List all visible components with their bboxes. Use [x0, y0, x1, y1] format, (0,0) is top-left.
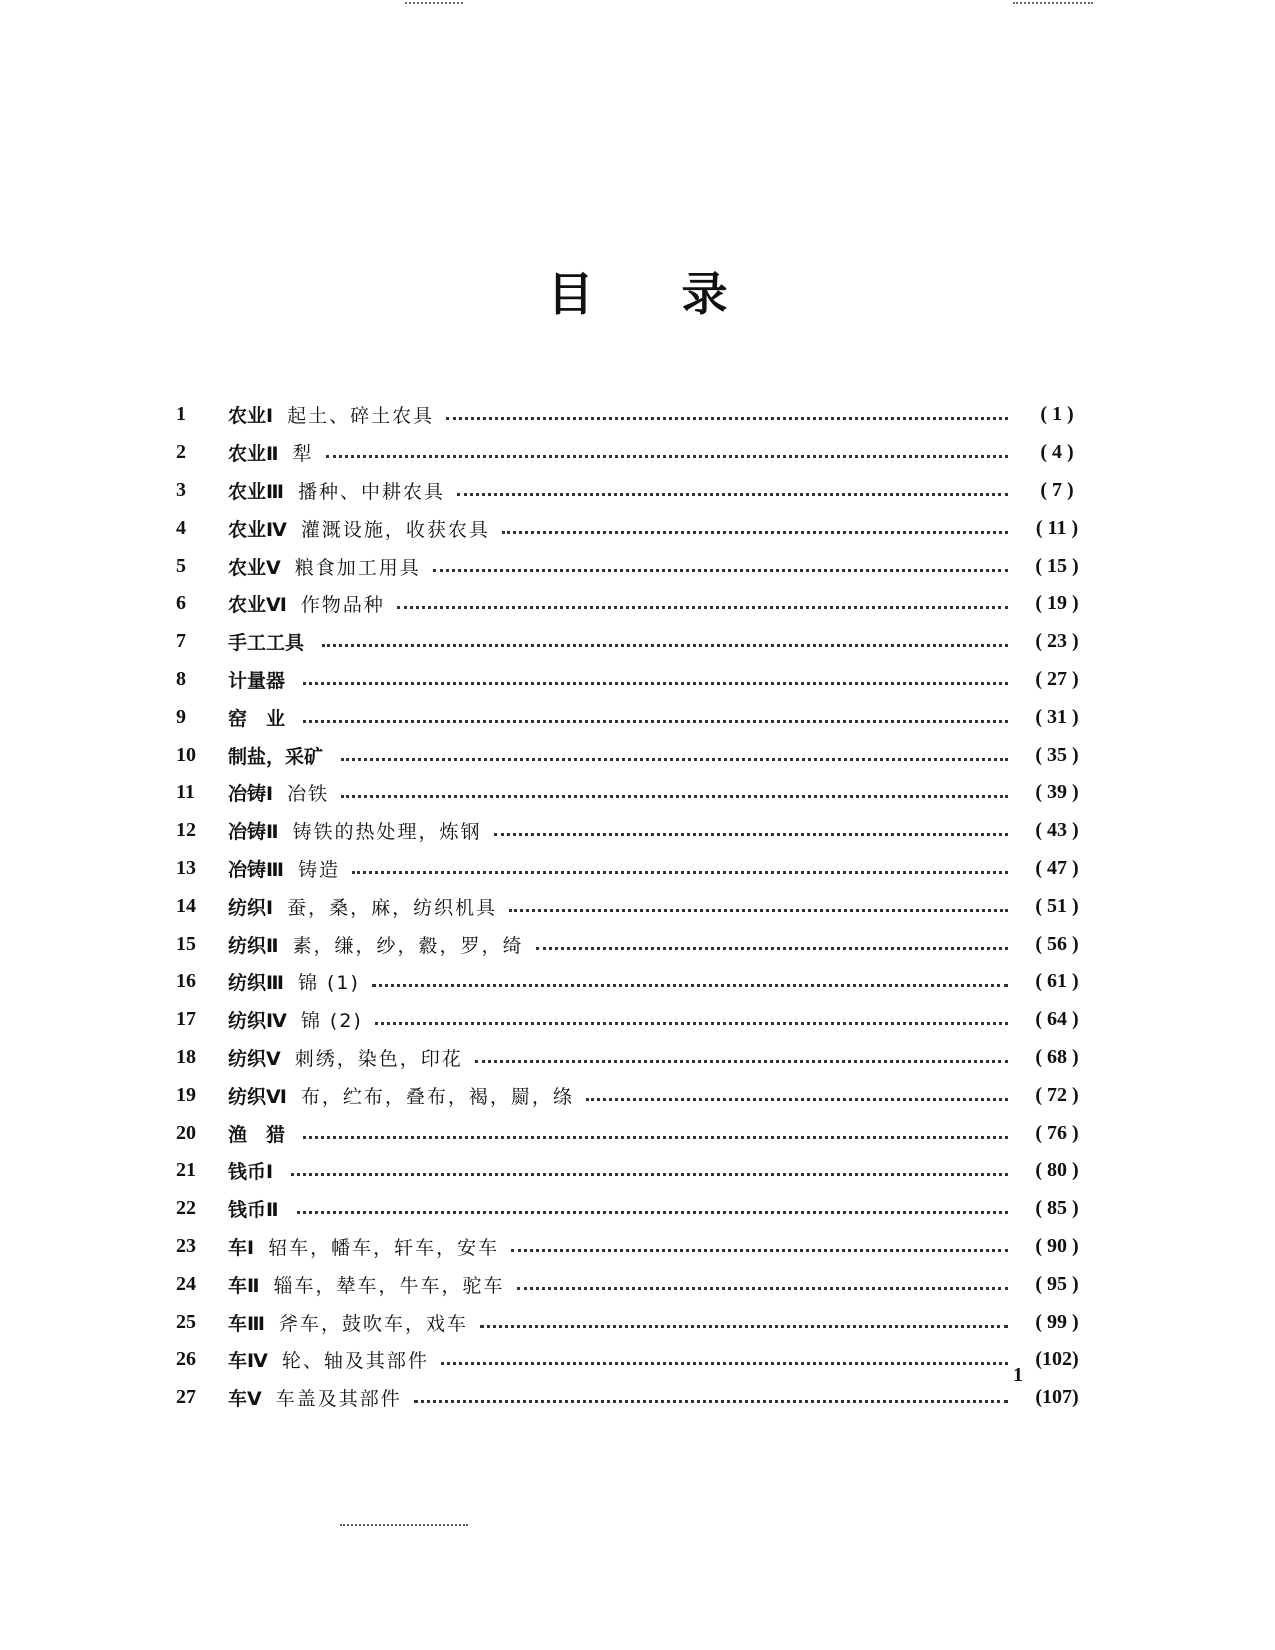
toc-entry-page: ( 15 ): [1035, 554, 1079, 577]
toc-entry-category: 钱币Ⅱ: [228, 1199, 279, 1222]
toc-entry-subtitle: 布，纻布，叠布，褐，罽，绦: [300, 1085, 574, 1108]
toc-entry-page: (102): [1035, 1348, 1079, 1371]
toc-entry-number: 7: [176, 630, 186, 653]
toc-entry-subtitle: 冶铁: [287, 783, 330, 806]
toc-entry[interactable]: [176, 1076, 1096, 1114]
toc-dot-leader: [509, 907, 1008, 912]
toc-entry-page: ( 39 ): [1035, 781, 1079, 804]
toc-entry[interactable]: [176, 623, 1096, 661]
toc-entry-page: ( 31 ): [1035, 705, 1079, 728]
page-number: 1: [1013, 1364, 1023, 1386]
toc-entry-category: 钱币Ⅰ: [228, 1161, 274, 1184]
toc-dot-leader: [322, 642, 1008, 647]
toc-dot-leader: [326, 453, 1008, 458]
toc-entry-subtitle: 犁: [292, 443, 314, 466]
toc-entry-number: 6: [176, 592, 186, 615]
toc-entry-subtitle: 锦 (2): [300, 1010, 363, 1033]
toc-entry-number: 17: [176, 1008, 196, 1031]
toc-entry-subtitle: 轮、轴及其部件: [281, 1350, 429, 1373]
toc-entry-subtitle: 铸造: [297, 858, 340, 881]
table-of-contents: [176, 396, 1096, 1417]
toc-entry[interactable]: [176, 585, 1096, 623]
toc-entry-category: 车Ⅰ: [228, 1236, 255, 1259]
toc-entry-number: 23: [176, 1234, 196, 1257]
toc-dot-leader: [502, 529, 1008, 534]
toc-entry-subtitle: 素，缣，纱，縠，罗，绮: [292, 934, 524, 957]
toc-entry[interactable]: [176, 1379, 1096, 1417]
toc-entry-subtitle: 轺车，幡车，轩车，安车: [268, 1236, 500, 1259]
toc-dot-leader: [291, 1171, 1008, 1176]
toc-entry-page: ( 95 ): [1035, 1272, 1079, 1295]
toc-entry-page: ( 56 ): [1035, 932, 1079, 955]
toc-entry-number: 18: [176, 1045, 196, 1068]
toc-entry-category: 农业Ⅵ: [228, 594, 287, 617]
toc-entry-category: 渔 猎: [228, 1123, 286, 1146]
toc-entry-category: 纺织Ⅲ: [228, 972, 284, 995]
toc-entry-number: 25: [176, 1310, 196, 1333]
toc-dot-leader: [480, 1323, 1008, 1328]
toc-entry-category: 制盐，采矿: [228, 745, 324, 768]
scan-artifact-top-right: [1013, 0, 1093, 4]
toc-entry-subtitle: 起土、碎土农具: [287, 405, 435, 428]
toc-entry-subtitle: 锦 (1): [297, 972, 360, 995]
toc-entry-subtitle: 刺绣，染色，印花: [294, 1047, 463, 1070]
toc-entry-subtitle: 车盖及其部件: [275, 1388, 402, 1411]
toc-dot-leader: [441, 1360, 1008, 1365]
toc-entry-category: 窑 业: [228, 707, 286, 730]
toc-entry-number: 3: [176, 478, 186, 501]
toc-entry-page: ( 99 ): [1035, 1310, 1079, 1333]
title-char-right: 录: [681, 267, 728, 321]
toc-entry-page: ( 11 ): [1035, 516, 1079, 539]
toc-entry-number: 10: [176, 743, 196, 766]
toc-entry-number: 14: [176, 894, 196, 917]
toc-entry-page: ( 27 ): [1035, 667, 1079, 690]
toc-entry-category: 手工工具: [228, 632, 305, 655]
toc-entry[interactable]: [176, 547, 1096, 585]
toc-entry-page: ( 64 ): [1035, 1008, 1079, 1031]
toc-entry[interactable]: [176, 472, 1096, 510]
toc-entry-number: 8: [176, 667, 186, 690]
toc-dot-leader: [517, 1285, 1008, 1290]
toc-entry-number: 27: [176, 1386, 196, 1409]
toc-entry-number: 19: [176, 1083, 196, 1106]
toc-entry[interactable]: [176, 1228, 1096, 1266]
toc-entry-page: ( 51 ): [1035, 894, 1079, 917]
toc-dot-leader: [341, 756, 1008, 761]
toc-entry-category: 纺织Ⅰ: [228, 896, 274, 919]
toc-entry-page: ( 47 ): [1035, 856, 1079, 879]
toc-entry-category: 冶铸Ⅱ: [228, 821, 279, 844]
toc-entry-category: 冶铸Ⅰ: [228, 783, 274, 806]
toc-entry-category: 农业Ⅱ: [228, 443, 279, 466]
toc-entry[interactable]: [176, 1190, 1096, 1228]
toc-entry-category: 纺织Ⅱ: [228, 934, 279, 957]
toc-entry-category: 冶铸Ⅲ: [228, 858, 284, 881]
toc-entry-number: 12: [176, 819, 196, 842]
toc-entry-page: ( 80 ): [1035, 1159, 1079, 1182]
toc-dot-leader: [297, 1209, 1008, 1214]
toc-entry[interactable]: [176, 1152, 1096, 1190]
toc-entry-number: 5: [176, 554, 186, 577]
toc-entry-subtitle: 粮食加工用具: [294, 556, 421, 579]
toc-entry[interactable]: [176, 396, 1096, 434]
toc-entry-page: ( 68 ): [1035, 1045, 1079, 1068]
toc-entry-number: 26: [176, 1348, 196, 1371]
toc-dot-leader: [446, 415, 1008, 420]
toc-dot-leader: [397, 604, 1008, 609]
toc-dot-leader: [341, 793, 1008, 798]
toc-entry-category: 纺织Ⅳ: [228, 1010, 287, 1033]
toc-entry[interactable]: [176, 963, 1096, 1001]
toc-entry[interactable]: [176, 1341, 1096, 1379]
toc-entry-category: 农业Ⅳ: [228, 518, 287, 541]
toc-entry-number: 11: [176, 781, 195, 804]
toc-dot-leader: [303, 680, 1008, 685]
toc-entry[interactable]: [176, 1001, 1096, 1039]
toc-dot-leader: [375, 1020, 1008, 1025]
toc-dot-leader: [352, 869, 1008, 874]
title-char-left: 目: [547, 267, 594, 321]
toc-entry-subtitle: 蚕，桑，麻，纺织机具: [287, 896, 498, 919]
toc-entry-subtitle: 作物品种: [300, 594, 385, 617]
toc-entry-category: 纺织Ⅴ: [228, 1047, 281, 1070]
toc-entry[interactable]: [176, 698, 1096, 736]
toc-dot-leader: [303, 718, 1008, 723]
toc-entry[interactable]: [176, 1265, 1096, 1303]
toc-entry[interactable]: [176, 887, 1096, 925]
toc-entry-number: 9: [176, 705, 186, 728]
toc-entry-subtitle: 辎车，辇车，牛车，驼车: [273, 1274, 505, 1297]
toc-entry-number: 4: [176, 516, 186, 539]
toc-dot-leader: [475, 1058, 1008, 1063]
toc-dot-leader: [433, 567, 1008, 572]
toc-entry-category: 车Ⅴ: [228, 1388, 262, 1411]
toc-entry-category: 车Ⅲ: [228, 1312, 265, 1335]
toc-entry[interactable]: [176, 434, 1096, 472]
toc-entry-subtitle: 斧车，鼓吹车，戏车: [278, 1312, 468, 1335]
toc-entry[interactable]: [176, 812, 1096, 850]
toc-entry-number: 21: [176, 1159, 196, 1182]
toc-dot-leader: [372, 982, 1008, 987]
toc-entry-page: ( 35 ): [1035, 743, 1079, 766]
toc-dot-leader: [494, 831, 1008, 836]
toc-entry-page: ( 19 ): [1035, 592, 1079, 615]
toc-dot-leader: [414, 1398, 1008, 1403]
toc-entry-number: 1: [176, 403, 186, 426]
toc-entry[interactable]: [176, 1114, 1096, 1152]
toc-entry-page: ( 72 ): [1035, 1083, 1079, 1106]
toc-entry-page: ( 4 ): [1040, 441, 1074, 464]
toc-entry[interactable]: [176, 1303, 1096, 1341]
toc-entry[interactable]: [176, 1039, 1096, 1077]
toc-entry-page: ( 61 ): [1035, 970, 1079, 993]
toc-entry[interactable]: [176, 774, 1096, 812]
toc-dot-leader: [511, 1247, 1008, 1252]
toc-entry-category: 车Ⅳ: [228, 1350, 268, 1373]
toc-entry-subtitle: 播种、中耕农具: [297, 480, 445, 503]
toc-entry-page: ( 76 ): [1035, 1121, 1079, 1144]
toc-entry-number: 16: [176, 970, 196, 993]
toc-dot-leader: [586, 1096, 1008, 1101]
toc-entry-page: (107): [1035, 1386, 1079, 1409]
toc-entry-page: ( 90 ): [1035, 1234, 1079, 1257]
toc-dot-leader: [303, 1134, 1008, 1139]
toc-entry-category: 农业Ⅲ: [228, 480, 284, 503]
toc-entry[interactable]: [176, 661, 1096, 699]
toc-entry-number: 15: [176, 932, 196, 955]
toc-entry[interactable]: [176, 736, 1096, 774]
toc-entry-page: ( 43 ): [1035, 819, 1079, 842]
scan-artifact-top-left: [405, 0, 463, 4]
toc-entry[interactable]: [176, 925, 1096, 963]
page-title: [0, 258, 1275, 324]
toc-entry-number: 2: [176, 441, 186, 464]
toc-entry-page: ( 1 ): [1040, 403, 1074, 426]
toc-entry-page: ( 85 ): [1035, 1197, 1079, 1220]
toc-dot-leader: [457, 491, 1008, 496]
toc-entry-subtitle: 灌溉设施，收获农具: [300, 518, 490, 541]
toc-entry-number: 13: [176, 856, 196, 879]
toc-dot-leader: [536, 945, 1008, 950]
toc-entry-category: 车Ⅱ: [228, 1274, 260, 1297]
toc-entry-number: 22: [176, 1197, 196, 1220]
toc-entry-page: ( 7 ): [1040, 478, 1074, 501]
scan-artifact-bottom: [340, 1521, 468, 1526]
toc-entry-category: 纺织Ⅵ: [228, 1085, 287, 1108]
toc-entry-number: 24: [176, 1272, 196, 1295]
toc-entry-subtitle: 铸铁的热处理，炼钢: [292, 821, 482, 844]
toc-entry-category: 计量器: [228, 669, 286, 692]
toc-entry-category: 农业Ⅰ: [228, 405, 274, 428]
toc-entry[interactable]: [176, 850, 1096, 888]
toc-entry-category: 农业Ⅴ: [228, 556, 281, 579]
toc-entry[interactable]: [176, 509, 1096, 547]
toc-entry-page: ( 23 ): [1035, 630, 1079, 653]
toc-entry-number: 20: [176, 1121, 196, 1144]
